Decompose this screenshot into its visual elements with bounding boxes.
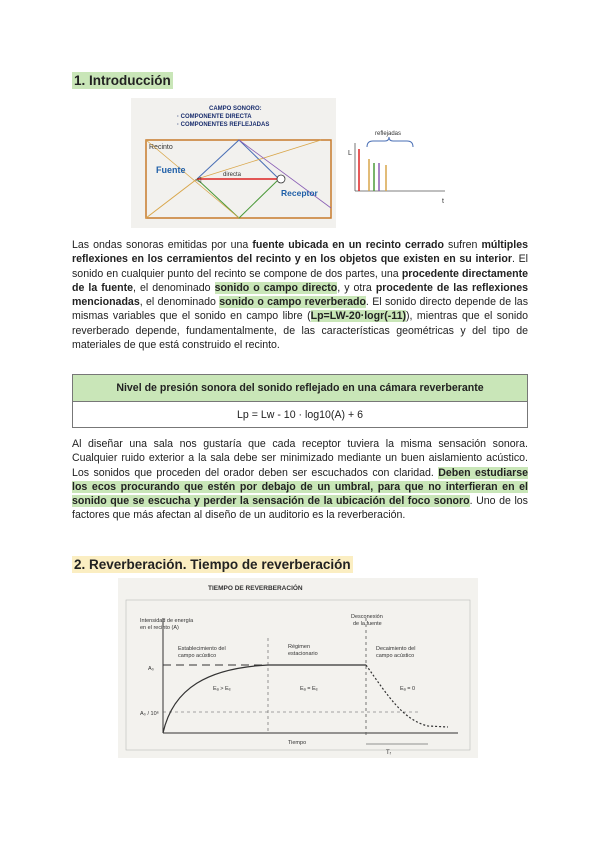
diagram-caption-title: CAMPO SONORO: (209, 106, 262, 112)
p2-text-1: Al diseñar una sala nos gustaría que cada receptor tuviera la misma sensación sonora. Cualquier ruido exterior a la sala debe ser minimizado mediante un buen aislamiento acústico. Los sonidos que proceden del orador deben ser escuchados con claridad. (72, 438, 528, 479)
p1-highlight-direct-field: sonido o campo directo (214, 281, 338, 294)
p1-text-3: . El sonido en cualquier punto del recinto se compone de dos partes, una (72, 253, 528, 280)
reflections-label: reflejadas (375, 131, 402, 137)
formula-table-header: Nivel de presión sonora del sonido reflejado en una cámara reverberante (73, 375, 527, 402)
p1-bold-reflections: múltiples reflexiones en los cerramientos del recinto y en los objetos que existen en su interior (72, 239, 528, 266)
reverberation-time-diagram (118, 578, 478, 758)
diagram-caption-line2: · COMPONENTES REFLEJADAS (177, 122, 270, 128)
rt-decay-label-1: Decaimiento del (376, 646, 416, 652)
p1-text-1: Las ondas sonoras emitidas por una (72, 239, 253, 251)
p1-text-8: ), mientras que el sonido reverberado depende, fundamentalmente, de las características geométricas y del tipo de materiales de que está construido el recinto. (72, 310, 528, 352)
source-label: Fuente (156, 165, 186, 175)
rt-y-label-2: en el recinto (A) (140, 625, 179, 631)
intro-paragraph (72, 238, 528, 352)
p1-highlight-formula: Lp=LW-20·logr(-11) (310, 310, 407, 323)
p1-text-5: , y otra (337, 281, 376, 294)
reflection-bottom-path (197, 179, 279, 218)
rt-ec-label: Eₐ = 0 (400, 686, 416, 692)
rt-level-a: A₀ (148, 666, 154, 672)
p1-text-6: , el denominado (139, 296, 220, 309)
p1-text-7: . El sonido directo depende de las mismas variables que el sonido en campo libre ( (72, 296, 528, 323)
rt-time-label: Tiempo (288, 740, 307, 746)
p1-text-2: sufren (443, 239, 482, 251)
rt-growth-label-2: campo acústico (178, 653, 217, 659)
rt-growth-curve (163, 665, 366, 733)
rt-disconnect-label-1: Desconexión (351, 614, 383, 620)
p1-bold-reflected-origin: procedente de las reflexiones mencionadas (72, 281, 528, 309)
impulse-response-diagram (345, 125, 450, 205)
reflection-diag-path-2 (197, 140, 321, 179)
rt-steady-label-2: estacionario (288, 651, 318, 657)
design-paragraph (72, 437, 528, 523)
rt-eb-label: Eₐ = Eₑ (300, 686, 318, 692)
formula-table (72, 374, 528, 428)
rt-ea-label: Eₐ > Eₑ (213, 686, 231, 692)
diagram-caption-line1: · COMPONENTE DIRECTA (177, 114, 252, 120)
reflection-left-path (146, 179, 197, 218)
formula-table-cell: Lp = Lw - 10 · log10(A) + 6 (236, 409, 364, 421)
rt-diagram-title: TIEMPO DE REVERBERACIÓN (208, 585, 303, 592)
p1-bold-source: fuente ubicada en un recinto cerrado (252, 239, 444, 251)
p2-highlight-echoes: Deben estudiarse los ecos procurando que estén por debajo de un umbral, para que no interfieran en el sonido que se escucha y perder la sensación de la ubicación del foco sonoro (72, 466, 528, 508)
room-label: Recinto (149, 144, 173, 151)
p1-bold-direct-origin: procedente directamente de la fuente (72, 267, 528, 294)
rt-decay-curve (366, 665, 448, 727)
axis-t-label: t (442, 198, 444, 205)
receiver-icon (277, 175, 285, 183)
rt-disconnect-label-2: de la fuente (353, 621, 382, 627)
p1-text-4: , el denominado (133, 281, 215, 294)
rt-growth-label-1: Establecimiento del (178, 646, 226, 652)
rt-level-b: A₀ / 10⁶ (140, 711, 159, 717)
p2-text-2: . Uno de los factores que más afectan al diseño de un auditorio es la reverberación. (72, 495, 528, 522)
rt-decay-label-2: campo acústico (376, 653, 415, 659)
rt-steady-label-1: Régimen (288, 644, 311, 650)
direct-label: directa (223, 172, 242, 178)
p1-highlight-reverberant-field: sonido o campo reverberado (219, 296, 366, 309)
reflections-brace (367, 137, 413, 147)
receiver-label: Receptor (281, 188, 318, 198)
section-2-title: 2. Reverberación. Tiempo de reverberación (74, 557, 351, 572)
rt-y-label-1: Intensidad de energía (140, 618, 194, 624)
source-icon: ◁ (195, 175, 202, 184)
section-1-title: 1. Introducción (74, 73, 171, 88)
axis-l-label: L (348, 150, 352, 157)
sound-field-diagram (131, 98, 336, 228)
rt-tr-label: Tᵣ (386, 750, 392, 756)
